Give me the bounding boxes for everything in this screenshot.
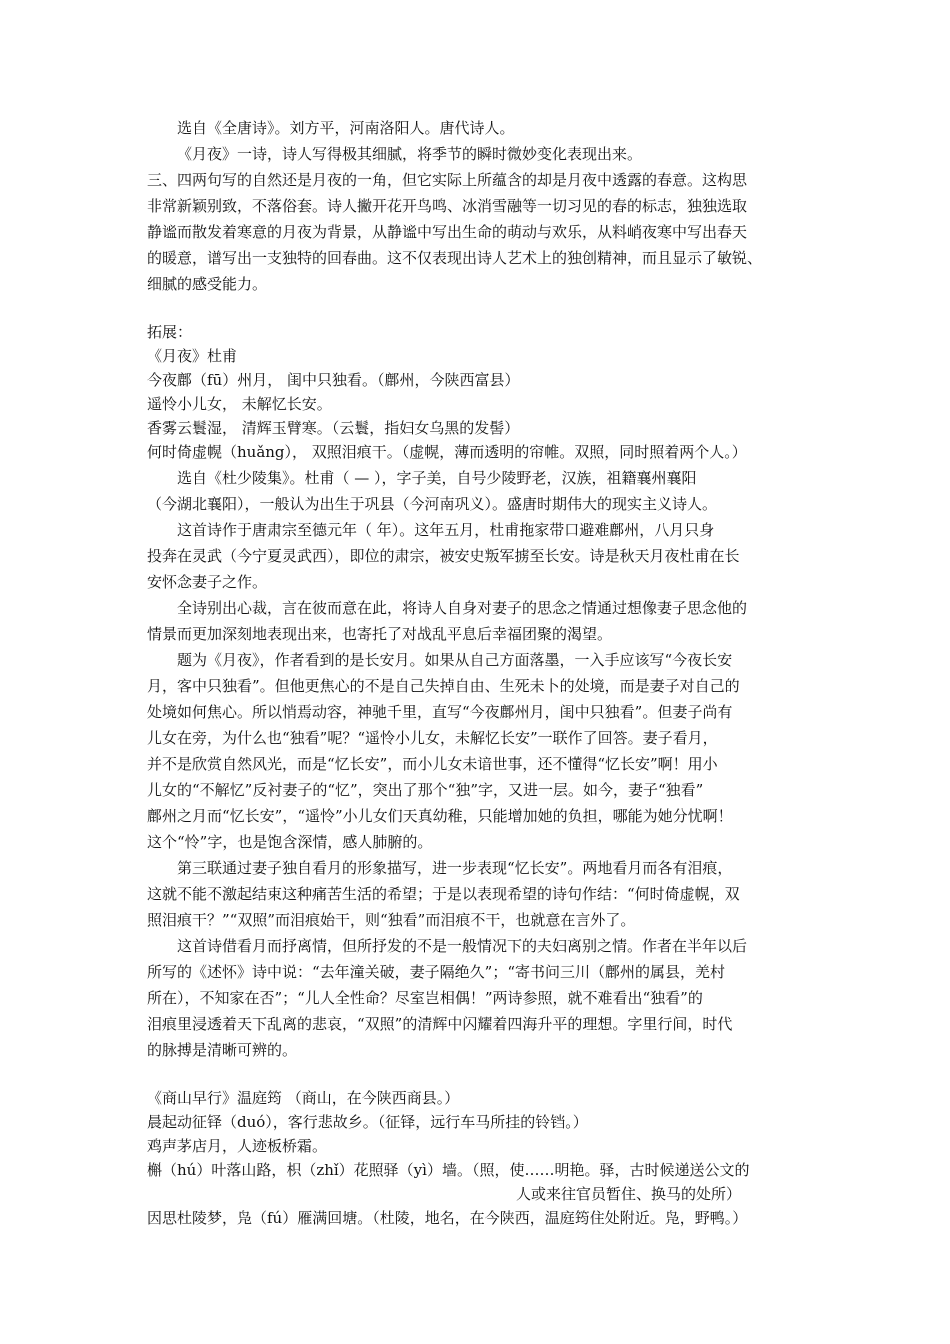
poem-line: 因思杜陵梦，凫（fú）雁满回塘。（杜陵，地名，在今陕西，温庭筠住处附近。凫，野鸭。） xyxy=(147,1209,748,1227)
poem-line: 遥怜小儿女， 未解忆长安。 xyxy=(147,395,332,413)
text-line: 三、四两句写的自然还是月夜的一角，但它实际上所蕴含的却是月夜中透露的春意。这构思 xyxy=(147,171,748,189)
poem-note-continuation: 人或来往官员暂住、换马的处所） xyxy=(516,1185,742,1203)
section-heading: 拓展： xyxy=(147,323,193,341)
text-line: 照泪痕干？”“双照”而泪痕始干，则“独看”而泪痕不干，也就意在言外了。 xyxy=(147,911,636,929)
poem-title: 《月夜》杜甫 xyxy=(147,347,238,365)
text-line: 选自《杜少陵集》。杜甫（ — ），字子美，自号少陵野老，汉族，祖籍襄州襄阳 xyxy=(177,469,697,487)
poem-line: 香雾云鬟湿， 清辉玉臂寒。（云鬟，指妇女乌黑的发髻） xyxy=(147,419,520,437)
text-line: 非常新颖别致，不落俗套。诗人撇开花开鸟鸣、冰消雪融等一切习见的春的标志，独独选取 xyxy=(147,197,748,215)
text-line: 儿女在旁，为什么也“独看”呢？“遥怜小儿女，未解忆长安”一联作了回答。妻子看月， xyxy=(147,729,718,747)
poem-title: 《商山早行》温庭筠 （商山，在今陕西商县。） xyxy=(147,1089,460,1107)
text-line: 处境如何焦心。所以悄焉动容，神驰千里，直写“今夜鄜州月，闺中只独看”。但妻子尚有 xyxy=(147,703,733,721)
text-line: 这就不能不激起结束这种痛苦生活的希望；于是以表现希望的诗句作结：“何时倚虚幌，双 xyxy=(147,885,740,903)
text-line: 这首诗借看月而抒离情，但所抒发的不是一般情况下的夫妇离别之情。作者在半年以后 xyxy=(177,937,748,955)
text-line: 静谧而散发着寒意的月夜为背景，从静谧中写出生命的萌动与欢乐，从料峭夜寒中写出春天 xyxy=(147,223,748,241)
text-line: 《月夜》一诗，诗人写得极其细腻，将季节的瞬时微妙变化表现出来。 xyxy=(177,145,643,163)
text-line: 儿女的“不解忆”反衬妻子的“忆”，突出了那个“独”字，又进一层。如今，妻子“独看” xyxy=(147,781,704,799)
text-line: 泪痕里浸透着天下乱离的悲哀，“双照”的清辉中闪耀着四海升平的理想。字里行间，时代 xyxy=(147,1015,733,1033)
text-line: 月，客中只独看”。但他更焦心的不是自己失掉自由、生死未卜的处境，而是妻子对自己的 xyxy=(147,677,740,695)
text-line: 所在），不知家在否”；“儿人全性命？尽室岂相偶！”两诗参照，就不难看出“独看”的 xyxy=(147,989,703,1007)
text-line: （今湖北襄阳），一般认为出生于巩县（今河南巩义）。盛唐时期伟大的现实主义诗人。 xyxy=(147,495,718,513)
text-line: 情景而更加深刻地表现出来，也寄托了对战乱平息后幸福团聚的渴望。 xyxy=(147,625,613,643)
text-line: 所写的《述怀》诗中说：“去年潼关破，妻子隔绝久”；“寄书问三川（鄜州的属县，羌村 xyxy=(147,963,726,981)
text-line: 的暖意，谱写出一支独特的回春曲。这不仅表现出诗人艺术上的独创精神，而且显示了敏锐、 xyxy=(147,249,763,267)
poem-line: 晨起动征铎（duó），客行悲故乡。（征铎，远行车马所挂的铃铛。） xyxy=(147,1113,588,1131)
poem-line: 槲（hú）叶落山路，枳（zhǐ）花照驿（yì）墙。（照，使……明艳。驿，古时候递送公文的 xyxy=(147,1161,750,1179)
poem-line: 今夜鄜（fū）州月， 闺中只独看。（鄜州，今陕西富县） xyxy=(147,371,520,389)
poem-line: 何时倚虚幌（huǎng）， 双照泪痕干。（虚幌，薄而透明的帘帷。双照，同时照着两个人。） xyxy=(147,443,747,461)
text-line: 的脉搏是清晰可辨的。 xyxy=(147,1041,298,1059)
text-line: 投奔在灵武（今宁夏灵武西），即位的肃宗，被安史叛军掳至长安。诗是秋天月夜杜甫在长 xyxy=(147,547,740,565)
text-line: 细腻的感受能力。 xyxy=(147,275,268,293)
text-line: 这个“怜”字，也是饱含深情，感人肺腑的。 xyxy=(147,833,433,851)
poem-line: 鸡声茅店月，人迹板桥霜。 xyxy=(147,1137,328,1155)
text-line: 这首诗作于唐肃宗至德元年（ 年）。这年五月，杜甫拖家带口避难鄜州，八月只身 xyxy=(177,521,715,539)
text-line: 并不是欣赏自然风光，而是“忆长安”，而小儿女未谙世事，还不懂得“忆长安”啊！用小 xyxy=(147,755,718,773)
text-line: 全诗别出心裁，言在彼而意在此，将诗人自身对妻子的思念之情通过想像妻子思念他的 xyxy=(177,599,748,617)
text-line: 题为《月夜》，作者看到的是长安月。如果从自己方面落墨，一入手应该写“今夜长安 xyxy=(177,651,733,669)
text-line: 鄜州之月而“忆长安”，“遥怜”小儿女们天真幼稚，只能增加她的负担，哪能为她分忧啊！ xyxy=(147,807,733,825)
text-line: 选自《全唐诗》。刘方平，河南洛阳人。唐代诗人。 xyxy=(177,119,515,137)
text-line: 第三联通过妻子独自看月的形象描写，进一步表现“忆长安”。两地看月而各有泪痕， xyxy=(177,859,733,877)
text-line: 安怀念妻子之作。 xyxy=(147,573,268,591)
